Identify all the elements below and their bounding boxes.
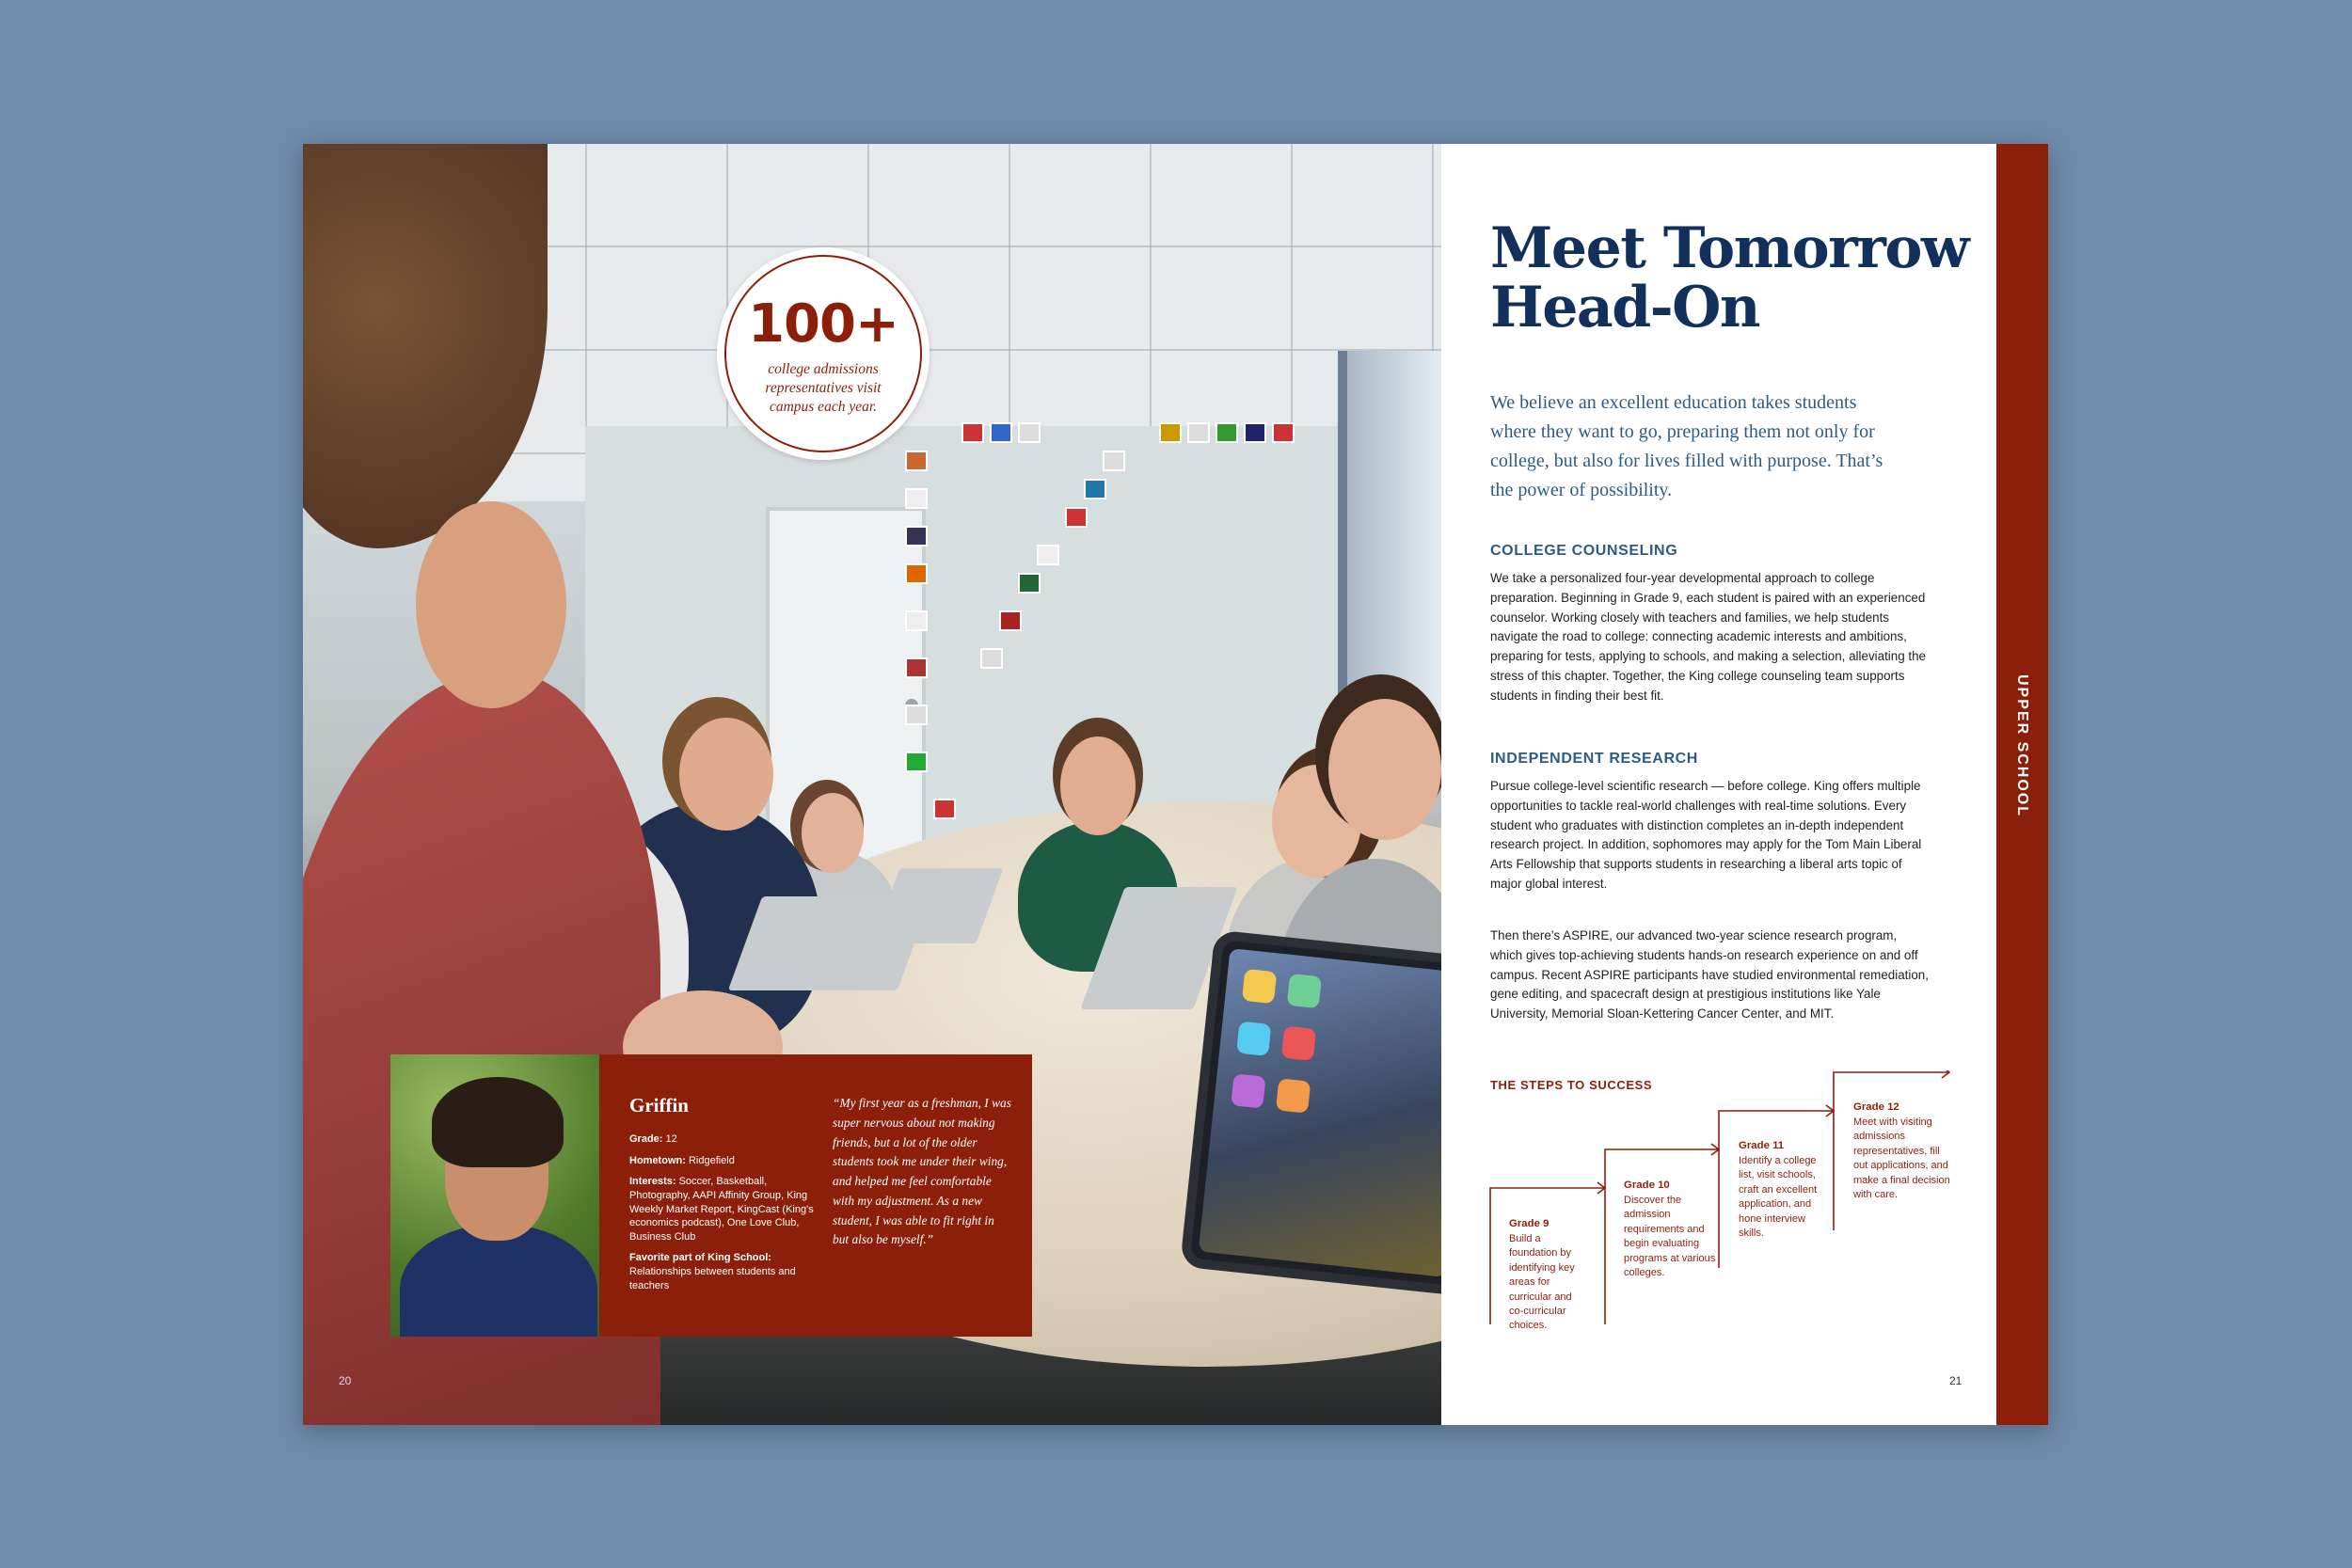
student-back-head [802,793,864,873]
student-profile-card [390,1054,1032,1337]
student-navy-head [679,718,773,831]
profile-info [629,1094,827,1300]
student-portrait [390,1054,599,1337]
intro-paragraph: We believe an excellent education takes students where they want to go, preparing them not only for college, but also for lives filled with purpose. That’s the power of possibility. [1490,392,1883,500]
grade-line [629,1132,827,1147]
title-line-1: Meet Tomorrow [1490,215,1969,281]
student-glasses-head [1328,699,1441,840]
independent-research-body-1: Pursue college-level scientific research — before college. King offers multiple opportunities to tackle real-world challenges with real-time solutions. Every student who graduates with distinction completes an in-depth independent research project. In addition, sophomores may apply for the Tom Main Liberal Arts Fellowship that supports students in researching a liberal arts topic of major global interest. [1490,779,1922,891]
college-pennants [961,422,1319,836]
stat-callout [717,247,930,460]
step-text: Discover the admission requirements and begin evaluating programs at various colleges. [1624,1194,1716,1278]
step-title: Grade 9 [1509,1218,1549,1229]
college-counseling-heading: COLLEGE COUNSELING [1490,543,1678,559]
step-grade-12 [1853,1101,1957,1202]
favorite-line [629,1251,827,1292]
step-grade-9 [1509,1217,1613,1334]
step-text: Build a foundation by identifying key areas for curricular and co-curricular choices. [1509,1232,1575,1332]
section-tab-label: UPPER SCHOOL [2014,673,2030,818]
independent-research-body-2: Then there’s ASPIRE, our advanced two-year science research program, which gives top-achieving students hands-on research experience on and off campus. Recent ASPIRE participants have studied environmental remediation, gene editing, and spacecraft design at prestigious institutions like Yale University, Memorial Sloan-Kettering Cancer Center, and MIT. [1490,928,1929,1022]
stat-number: 100+ [748,293,898,355]
step-grade-11 [1739,1139,1842,1241]
step-text: Identify a college list, visit schools, craft an excellent application, and hone interview skills. [1739,1154,1818,1239]
college-counseling-body: We take a personalized four-year developmental approach to college preparation. Beginning in Grade 9, each student is paired with an experienced counselor. Working closely with teachers and families, we help students navigate the road to college: connecting academic interests and ambitions, preparing for tests, applying to schools, and making a selection, alleviating the stress of this chapter. Together, the King college counseling team supports students in finding their best fit. [1490,571,1926,703]
student-quote: “My first year as a freshman, I was super nervous about not making friends, but a lot of the older students took me under their wing, and helped me feel comfortable with my adjustment. As a new student, I was able to fit right in but also be myself.” [833,1096,1011,1247]
step-title: Grade 11 [1739,1140,1785,1151]
teacher-head [1060,736,1136,835]
hometown-value: Ridgefield [688,1154,735,1166]
page-number-right: 21 [1949,1374,1963,1387]
favorite-value: Relationships between students and teachers [629,1266,796,1291]
section-tab [1996,144,2048,1425]
hometown-line [629,1154,827,1168]
classroom-photo [303,144,1441,1425]
interests-label: Interests: [629,1176,676,1188]
grade-label: Grade: [629,1133,663,1145]
grade-value: 12 [665,1133,677,1145]
step-text: Meet with visiting admissions representatives, fill out applications, and make a final decision with care. [1853,1116,1950,1200]
favorite-label: Favorite part of King School: [629,1252,771,1264]
interests-value: Soccer, Basketball, Photography, AAPI Affinity Group, King Weekly Market Report, KingCast (King's economics podcast), One Love Club, Business Club [629,1176,814,1243]
window [1338,351,1441,746]
interests-line [629,1175,827,1243]
page-number-left: 20 [339,1374,352,1387]
brochure-spread [303,144,2048,1425]
hometown-label: Hometown: [629,1154,686,1166]
tablet [1180,929,1441,1295]
step-title: Grade 12 [1853,1101,1899,1113]
page-title [1490,215,1979,341]
text-page [1441,144,1996,1425]
steps-heading: THE STEPS TO SUCCESS [1490,1078,1653,1092]
step-grade-10 [1624,1179,1727,1280]
title-line-2: Head-On [1490,275,1759,341]
student-name: Griffin [629,1094,689,1117]
stat-caption: college admissions representatives visit campus each year. [765,360,882,416]
independent-research-heading: INDEPENDENT RESEARCH [1490,751,1698,767]
step-title: Grade 10 [1624,1180,1670,1191]
